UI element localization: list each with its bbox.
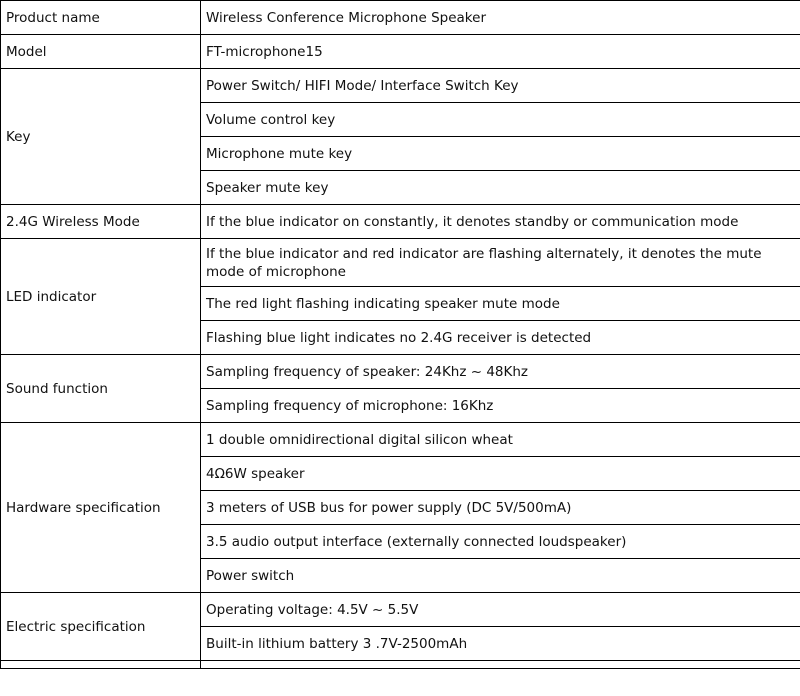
row-label-product-name: Product name	[1, 1, 201, 35]
row-value: Wireless Conference Microphone Speaker	[201, 1, 800, 35]
table-row	[1, 355, 800, 389]
row-value: 1 double omnidirectional digital silicon wheat	[201, 423, 800, 457]
row-value: Speaker mute key	[201, 171, 800, 205]
row-value: Volume control key	[201, 103, 800, 137]
table-row	[1, 69, 800, 103]
row-value: Built-in lithium battery 3 .7V-2500mAh	[201, 627, 800, 661]
row-value: Operating voltage: 4.5V ~ 5.5V	[201, 593, 800, 627]
row-label-hardware-specification: Hardware specification	[1, 423, 201, 593]
table-row	[1, 593, 800, 627]
row-value-partial	[201, 661, 800, 669]
row-value: Sampling frequency of microphone: 16Khz	[201, 389, 800, 423]
table-row-partial	[1, 661, 800, 669]
row-value: If the blue indicator on constantly, it denotes standby or communication mode	[201, 205, 800, 239]
table-row	[1, 35, 800, 69]
row-value: Power switch	[201, 559, 800, 593]
table-row	[1, 423, 800, 457]
row-value: Power Switch/ HIFI Mode/ Interface Switch Key	[201, 69, 800, 103]
row-label-wireless-mode: 2.4G Wireless Mode	[1, 205, 201, 239]
row-label-model: Model	[1, 35, 201, 69]
row-label-sound-function: Sound function	[1, 355, 201, 423]
row-label-led-indicator: LED indicator	[1, 239, 201, 355]
row-value: If the blue indicator and red indicator are flashing alternately, it denotes the mute mode of microphone	[201, 239, 800, 287]
table-row	[1, 1, 800, 35]
row-value: Microphone mute key	[201, 137, 800, 171]
row-value: Sampling frequency of speaker: 24Khz ~ 48Khz	[201, 355, 800, 389]
table-row	[1, 205, 800, 239]
row-label-key: Key	[1, 69, 201, 205]
row-value: 3.5 audio output interface (externally connected loudspeaker)	[201, 525, 800, 559]
row-value: 3 meters of USB bus for power supply (DC 5V/500mA)	[201, 491, 800, 525]
row-value: Flashing blue light indicates no 2.4G receiver is detected	[201, 321, 800, 355]
row-value: The red light flashing indicating speaker mute mode	[201, 287, 800, 321]
row-value: FT-microphone15	[201, 35, 800, 69]
row-label-partial	[1, 661, 201, 669]
row-label-electric-specification: Electric specification	[1, 593, 201, 661]
table-row	[1, 239, 800, 287]
row-value: 4Ω6W speaker	[201, 457, 800, 491]
